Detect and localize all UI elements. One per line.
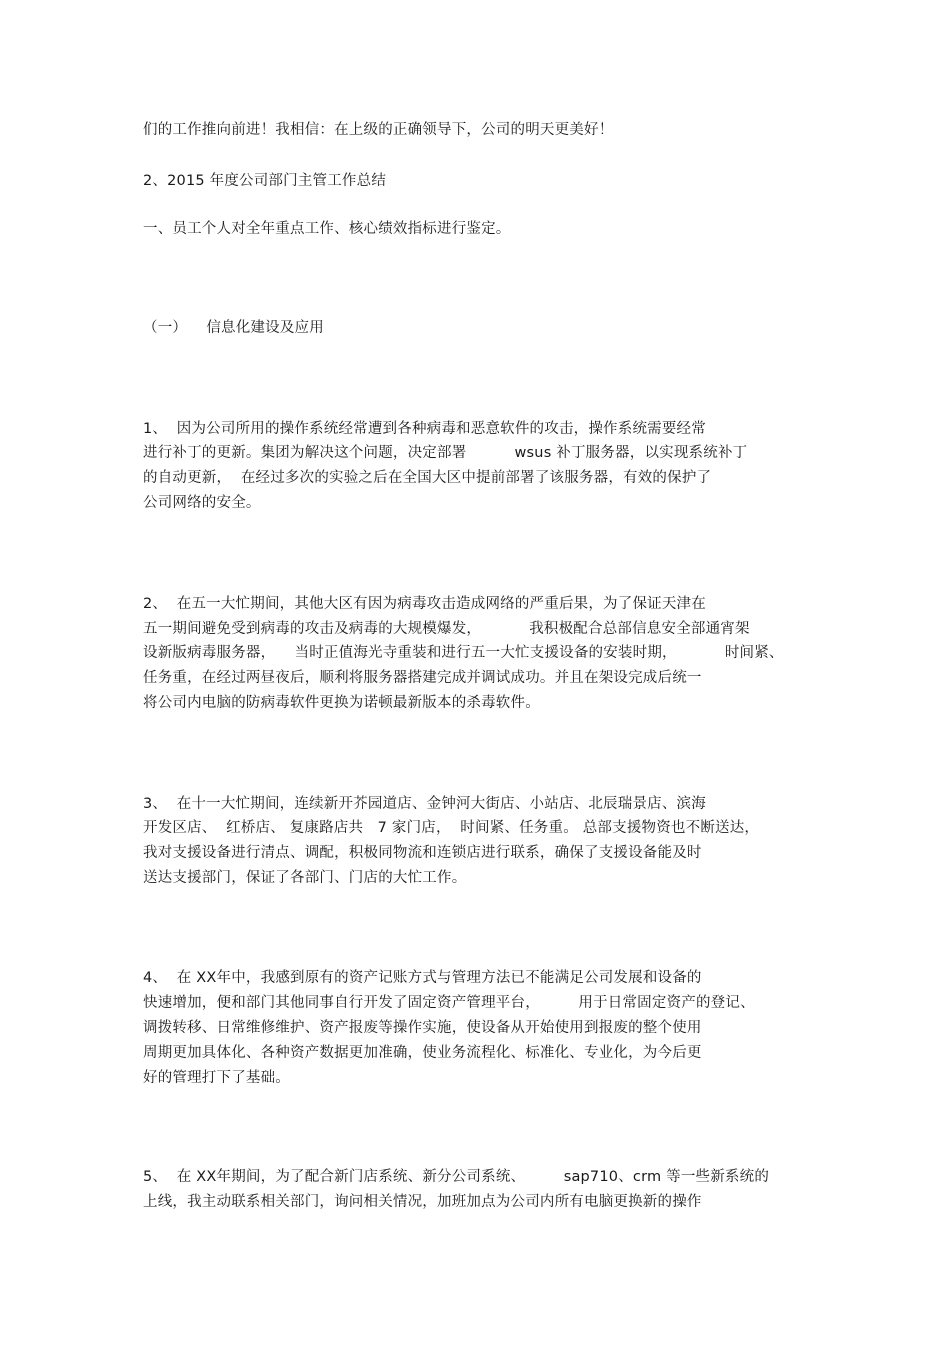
paragraph-line: 五一期间避免受到病毒的攻击及病毒的大规模爆发， 我积极配合总部信息安全部通宵架 — [143, 621, 750, 637]
paragraph-line: 2、 在五一大忙期间，其他大区有因为病毒攻击造成网络的严重后果，为了保证天津在 — [143, 596, 706, 612]
paragraph-line: 上线，我主动联系相关部门，询问相关情况，加班加点为公司内所有电脑更换新的操作 — [143, 1194, 702, 1210]
paragraph-line: 任务重，在经过两昼夜后，顺利将服务器搭建完成并调试成功。并且在架设完成后统一 — [143, 670, 702, 686]
paragraph-line: 公司网络的安全。 — [143, 495, 261, 511]
paragraph-line: 设新版病毒服务器， 当时正值海光寺重装和进行五一大忙支援设备的安装时期， 时间紧、 — [143, 645, 784, 661]
paragraph-line: 5、 在 XX年期间，为了配合新门店系统、新分公司系统、 sap710、crm 等一些新系统的 — [143, 1169, 770, 1185]
paragraph-line: 进行补丁的更新。集团为解决这个问题，决定部署 wsus 补丁服务器，以实现系统补丁 — [143, 445, 748, 461]
section-title: 2、2015 年度公司部门主管工作总结 — [143, 173, 387, 189]
paragraph-line: 4、 在 XX年中，我感到原有的资产记账方式与管理方法已不能满足公司发展和设备的 — [143, 970, 702, 986]
paragraph-line: 1、 因为公司所用的操作系统经常遭到各种病毒和恶意软件的攻击，操作系统需要经常 — [143, 421, 706, 437]
intro-line: 们的工作推向前进！我相信：在上级的正确领导下，公司的明天更美好！ — [143, 122, 614, 138]
paragraph-line: 送达支援部门，保证了各部门、门店的大忙工作。 — [143, 870, 467, 886]
paragraph-line: 将公司内电脑的防病毒软件更换为诺顿最新版本的杀毒软件。 — [143, 695, 540, 711]
paragraph-line: 快速增加，便和部门其他同事自行开发了固定资产管理平台， 用于日常固定资产的登记、 — [143, 995, 755, 1011]
paragraph-line: 好的管理打下了基础。 — [143, 1070, 290, 1086]
paragraph-line: 的自动更新， 在经过多次的实验之后在全国大区中提前部署了该服务器，有效的保护了 — [143, 470, 712, 486]
paragraph-line: 调拨转移、日常维修维护、资产报废等操作实施，使设备从开始使用到报废的整个使用 — [143, 1020, 702, 1036]
paragraph-line: 我对支援设备进行清点、调配，积极同物流和连锁店进行联系，确保了支援设备能及时 — [143, 845, 702, 861]
paragraph-line: 开发区店、 红桥店、 复康路店共 7 家门店， 时间紧、任务重。 总部支援物资也不断送达， — [143, 820, 760, 836]
paragraph-line: 周期更加具体化、各种资产数据更加准确，使业务流程化、标准化、专业化，为今后更 — [143, 1045, 702, 1061]
subsection-heading: （一） 信息化建设及应用 — [143, 320, 324, 336]
paragraph-line: 3、 在十一大忙期间，连续新开芥园道店、金钟河大街店、小站店、北辰瑞景店、滨海 — [143, 796, 706, 812]
part-heading: 一、员工个人对全年重点工作、核心绩效指标进行鉴定。 — [143, 221, 511, 237]
